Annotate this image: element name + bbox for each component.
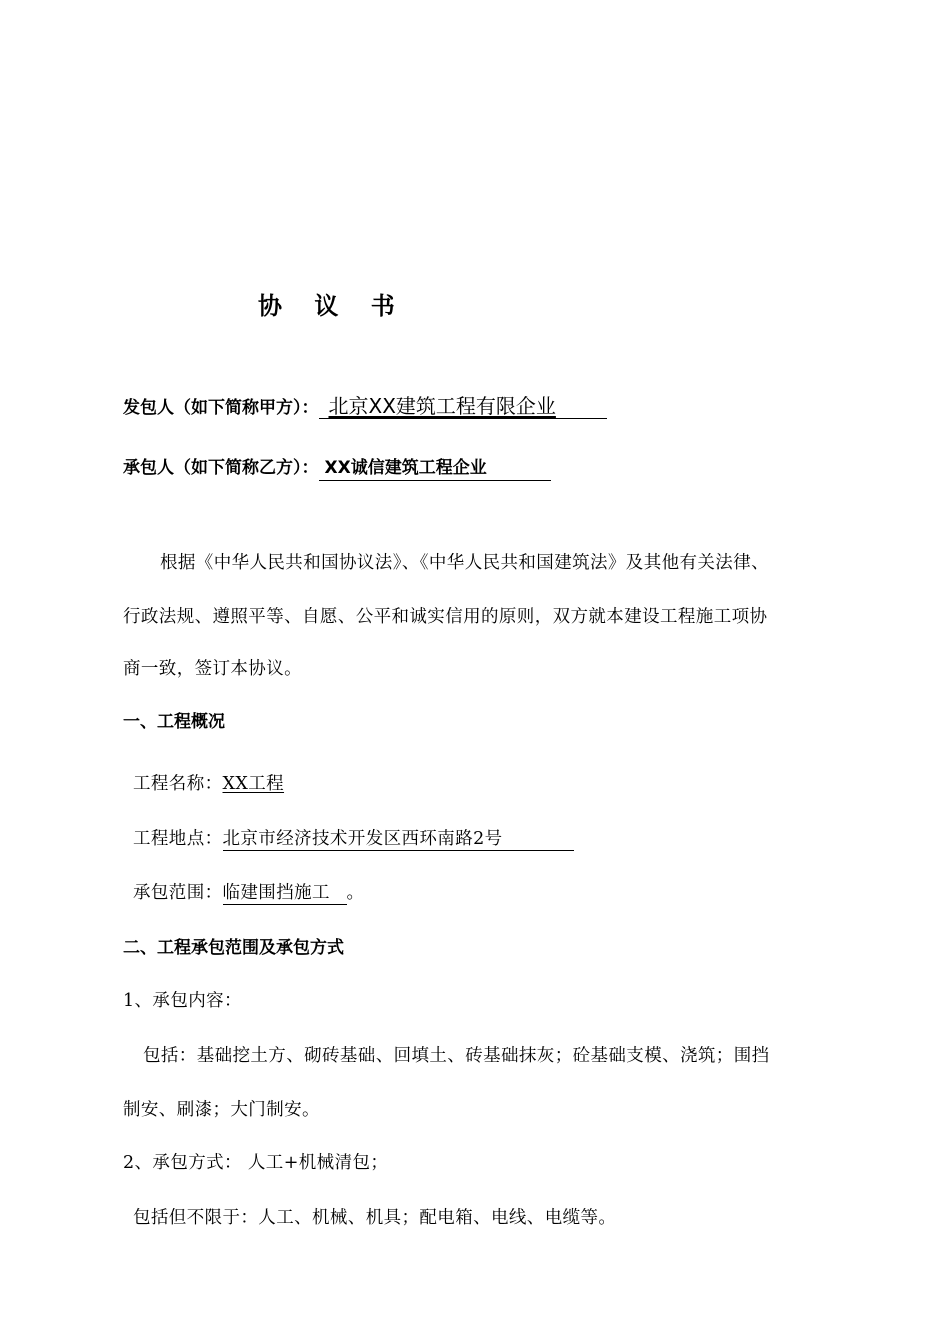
item-2-line <box>123 1151 388 1175</box>
scope-line <box>133 881 364 905</box>
party-a-label: 发包人（如下简称甲方）： <box>123 398 319 418</box>
section-2-heading: 二、工程承包范围及承包方式 <box>123 938 344 958</box>
item-2-detail: 包括但不限于：人工、机械、机具；配电箱、电线、电缆等。 <box>133 1208 617 1228</box>
project-location-label: 工程地点： <box>133 829 223 849</box>
item-1-label: 1、承包内容： <box>123 991 242 1011</box>
document-title: 协 议 书 <box>258 292 407 320</box>
scope-label: 承包范围： <box>133 883 223 903</box>
project-name-line <box>133 772 284 796</box>
project-name-value: XX工程 <box>222 774 285 794</box>
project-location-value: 北京市经济技术开发区西环南路2号 <box>223 828 574 851</box>
item-1-line-1: 包括：基础挖土方、砌砖基础、回填土、砖基础抹灰；砼基础支模、浇筑；围挡 <box>143 1046 770 1066</box>
item-2-label: 2、承包方式： <box>123 1153 242 1173</box>
party-a-value: 北京XX建筑工程有限企业 <box>319 394 607 419</box>
scope-end: 。 <box>346 883 365 903</box>
project-name-label: 工程名称： <box>133 774 223 794</box>
party-b-value: XX诚信建筑工程企业 <box>319 456 551 481</box>
scope-value: 临建围挡施工 <box>223 882 347 905</box>
section-1-heading: 一、工程概况 <box>123 712 225 732</box>
project-location-line <box>133 827 574 851</box>
party-b-line <box>123 456 551 481</box>
party-b-label: 承包人（如下简称乙方）： <box>123 458 319 478</box>
intro-line-3: 商一致，签订本协议。 <box>123 659 302 679</box>
intro-line-1: 根据《中华人民共和国协议法》、《中华人民共和国建筑法》及其他有关法律、 <box>160 553 769 573</box>
intro-line-2: 行政法规、遵照平等、自愿、公平和诚实信用的原则，双方就本建设工程施工项协 <box>123 607 768 627</box>
item-2-value: 人工+机械清包； <box>247 1153 389 1173</box>
party-a-line <box>123 394 607 420</box>
item-1-line-2: 制安、刷漆；大门制安。 <box>123 1100 320 1120</box>
